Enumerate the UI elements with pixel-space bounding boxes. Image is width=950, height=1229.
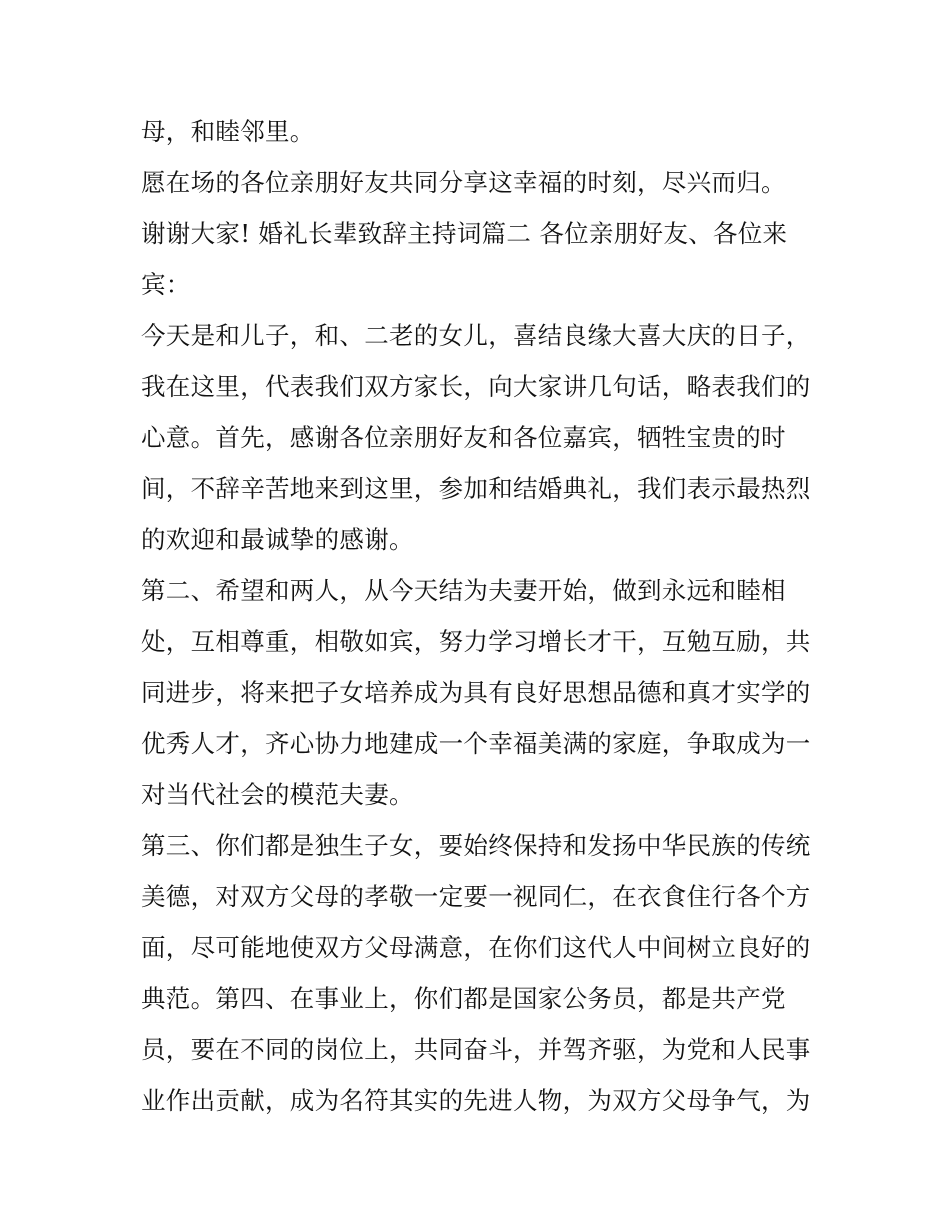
text-line: 业作出贡献，成为名符其实的先进人物，为双方父母争气，为 xyxy=(141,1086,811,1115)
text-line: 的欢迎和最诚挚的感谢。 xyxy=(141,525,414,554)
text-line: 间，不辞辛苦地来到这里，参加和结婚典礼，我们表示最热烈 xyxy=(141,474,811,503)
text-line: 对当代社会的模范夫妻。 xyxy=(141,780,414,809)
text-line: 今天是和儿子，和、二老的女儿，喜结良缘大喜大庆的日子， xyxy=(141,321,811,350)
text-line: 谢谢大家! 婚礼长辈致辞主持词篇二 各位亲朋好友、各位来 xyxy=(141,219,788,248)
text-line: 宾： xyxy=(141,270,191,299)
body-text xyxy=(141,106,821,1126)
text-line: 面，尽可能地使双方父母满意，在你们这代人中间树立良好的 xyxy=(141,933,811,962)
text-line: 员，要在不同的岗位上，共同奋斗，并驾齐驱，为党和人民事 xyxy=(141,1035,811,1064)
text-line: 优秀人才，齐心协力地建成一个幸福美满的家庭，争取成为一 xyxy=(141,729,811,758)
text-line: 愿在场的各位亲朋好友共同分享这幸福的时刻，尽兴而归。 xyxy=(141,168,786,197)
text-line: 第三、你们都是独生子女，要始终保持和发扬中华民族的传统 xyxy=(141,831,811,860)
text-line: 处，互相尊重，相敬如宾，努力学习增长才干，互勉互励，共 xyxy=(141,627,811,656)
text-line: 美德，对双方父母的孝敬一定要一视同仁，在衣食住行各个方 xyxy=(141,882,811,911)
text-line: 我在这里，代表我们双方家长，向大家讲几句话，略表我们的 xyxy=(141,372,811,401)
text-line: 典范。第四、在事业上，你们都是国家公务员，都是共产党 xyxy=(141,984,786,1013)
text-line: 第二、希望和两人，从今天结为夫妻开始，做到永远和睦相 xyxy=(141,576,786,605)
text-line: 心意。首先，感谢各位亲朋好友和各位嘉宾，牺牲宝贵的时 xyxy=(141,423,786,452)
text-line: 母，和睦邻里。 xyxy=(141,117,315,146)
text-line: 同进步，将来把子女培养成为具有良好思想品德和真才实学的 xyxy=(141,678,811,707)
